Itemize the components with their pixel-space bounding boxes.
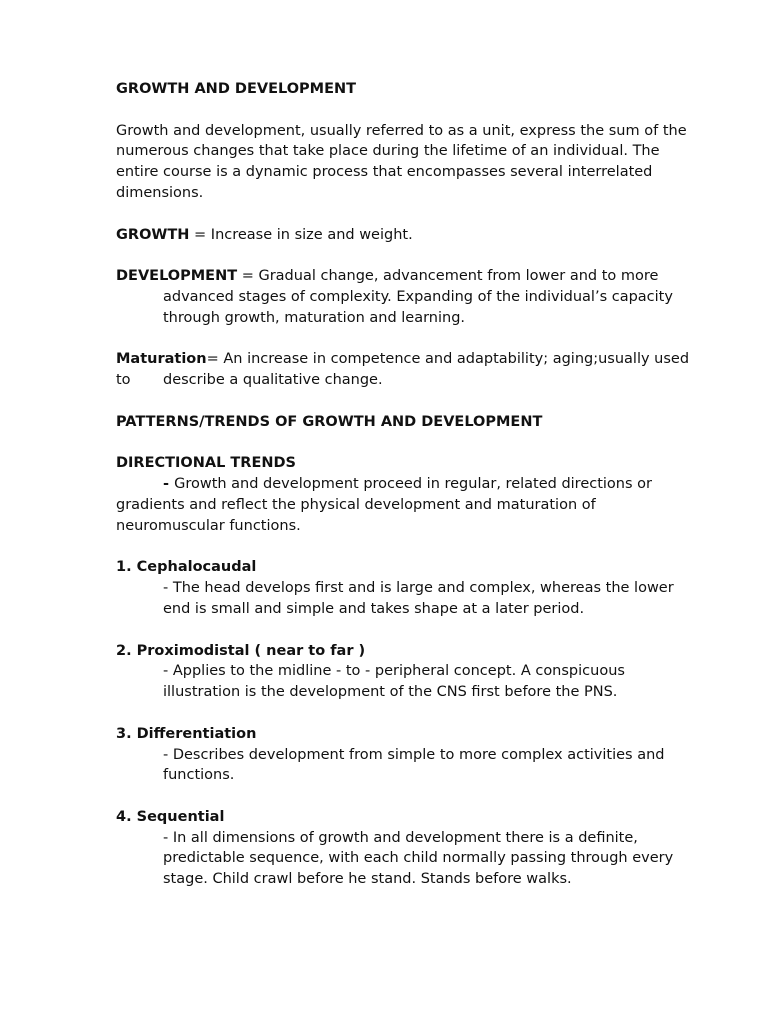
item-text-differentiation: - Describes development from simple to more complex activities and functions. [163,746,665,784]
maturation-definition [116,349,698,391]
development-term: DEVELOPMENT [116,268,238,285]
maturation-first-line [116,349,698,370]
document-title: GROWTH AND DEVELOPMENT [116,81,357,97]
maturation-term: Maturation [116,351,207,368]
list-item [116,641,698,703]
development-def-line1: = Gradual change, advancement from lower and to more [237,268,659,285]
item-text-sequential: - In all dimensions of growth and development there is a definite, predictable sequence, with each child normally passing through every stage. Child crawl before he stand. Stands before walks. [163,829,674,888]
item-text-cephalocaudal: - The head develops first and is large and complex, whereas the lower end is small and simple and takes shape at a later period. [163,580,674,617]
item-heading-sequential: 4. Sequential [116,808,225,825]
development-first-line [116,266,698,287]
growth-def: = Increase in size and weight. [189,226,413,243]
growth-term: GROWTH [116,226,190,243]
maturation-def-line1: = An increase in competence and adaptability; aging;usually used [206,351,690,368]
maturation-def-to: to [116,372,131,389]
growth-definition [116,225,698,246]
directional-heading: DIRECTIONAL TRENDS [116,455,296,472]
directional-dash: - [163,476,175,493]
directional-text: Growth and development proceed in regular, related directions or gradients and reflect the physical development and maturation of neuromuscular functions. [116,476,652,534]
maturation-second-line [116,370,698,391]
item-heading-differentiation: 3. Differentiation [116,725,257,742]
development-def-rest: advanced stages of complexity. Expanding of the individual’s capacity through growth, maturation and learning. [163,288,673,326]
patterns-heading: PATTERNS/TRENDS OF GROWTH AND DEVELOPMENT [116,413,543,430]
maturation-def-rest: describe a qualitative change. [163,372,383,389]
directional-text-paragraph [116,474,698,536]
intro-paragraph: Growth and development, usually referred to as a unit, express the sum of the numerous changes that take place during the lifetime of an individual. The entire course is a dynamic process that encompasses several interrelated dimensions. [116,122,687,201]
item-text-proximodistal: - Applies to the midline - to - peripheral concept. A conspicuous illustration is the development of the CNS first before the PNS. [163,663,625,701]
item-heading-proximodistal: 2. Proximodistal ( near to far ) [116,642,366,659]
directional-trends-section [116,453,698,536]
list-item [116,557,698,619]
development-definition [116,266,698,328]
list-item [116,724,698,786]
list-item [116,807,698,890]
item-heading-cephalocaudal: 1. Cephalocaudal [116,559,257,576]
